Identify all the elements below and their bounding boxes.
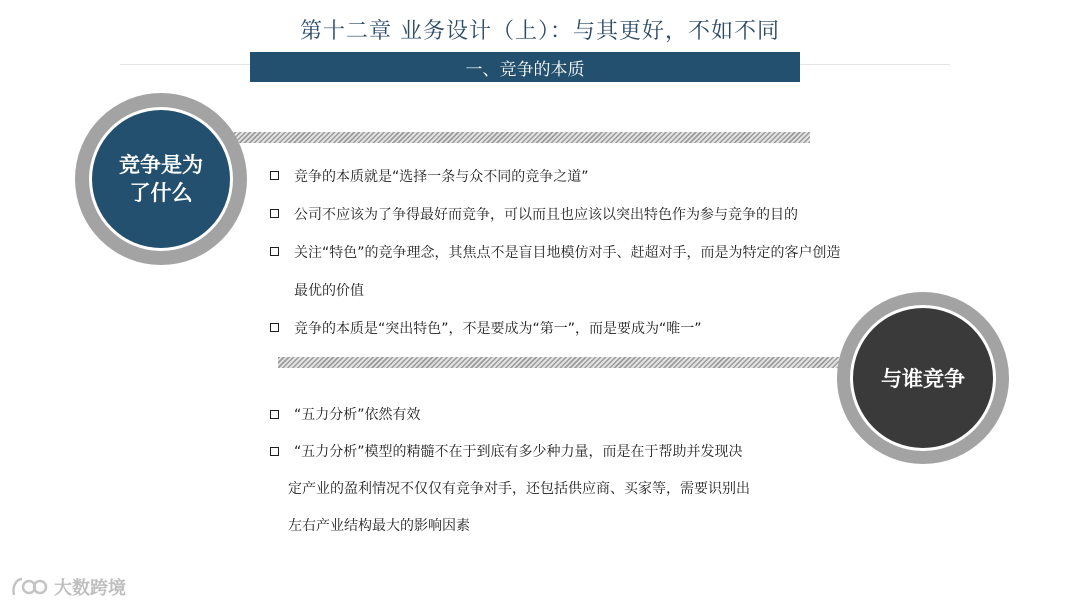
bullet-text-continuation: 最优的价值 [294, 283, 364, 299]
slide-title: 第十二章 业务设计（上）：与其更好，不如不同 [300, 19, 780, 44]
bullet-text: “五力分析”依然有效 [294, 407, 421, 423]
topic-label-1: 竞争是为了什么 [119, 153, 203, 205]
list-item [270, 158, 910, 196]
bullet-text: 竞争的本质就是“选择一条与众不同的竞争之道” [294, 169, 589, 185]
logo-icon [10, 575, 48, 599]
topic-label-2: 与谁竞争 [881, 367, 965, 391]
square-bullet-icon [270, 410, 279, 419]
watermark [10, 574, 126, 600]
square-bullet-icon [270, 171, 279, 180]
section-heading [250, 52, 800, 82]
list-item [270, 196, 910, 234]
hatched-divider-top [200, 132, 810, 143]
bullet-text: “五力分析”模型的精髓不在于到底有多少种力量，而是在于帮助并发现决 [294, 444, 743, 460]
list-item [270, 397, 810, 434]
section-heading-label: 一、竞争的本质 [465, 59, 585, 80]
square-bullet-icon [270, 247, 279, 256]
bullet-text: 竞争的本质是“突出特色”，不是要成为“第一”，而是要成为“唯一” [294, 321, 702, 337]
watermark-text: 大数跨境 [54, 578, 126, 599]
bullet-list-purpose [270, 158, 910, 348]
square-bullet-icon [270, 323, 279, 332]
list-item [270, 234, 910, 310]
bullet-text-continuation: 左右产业结构最大的影响因素 [288, 518, 470, 534]
bullet-text: 关注“特色”的竞争理念，其焦点不是盲目地模仿对手、赶超对手，而是为特定的客户创造 [294, 245, 841, 261]
topic-circle-competition-purpose [92, 110, 230, 248]
list-item [270, 434, 810, 545]
hatched-divider-bottom [278, 357, 853, 368]
square-bullet-icon [270, 447, 279, 456]
square-bullet-icon [270, 209, 279, 218]
bullet-text-continuation: 定产业的盈利情况不仅仅有竞争对手，还包括供应商、买家等，需要识别出 [288, 481, 750, 497]
bullet-text: 公司不应该为了争得最好而竞争，可以而且也应该以突出特色作为参与竞争的目的 [294, 207, 798, 223]
list-item [270, 310, 910, 348]
bullet-list-who [270, 397, 810, 545]
